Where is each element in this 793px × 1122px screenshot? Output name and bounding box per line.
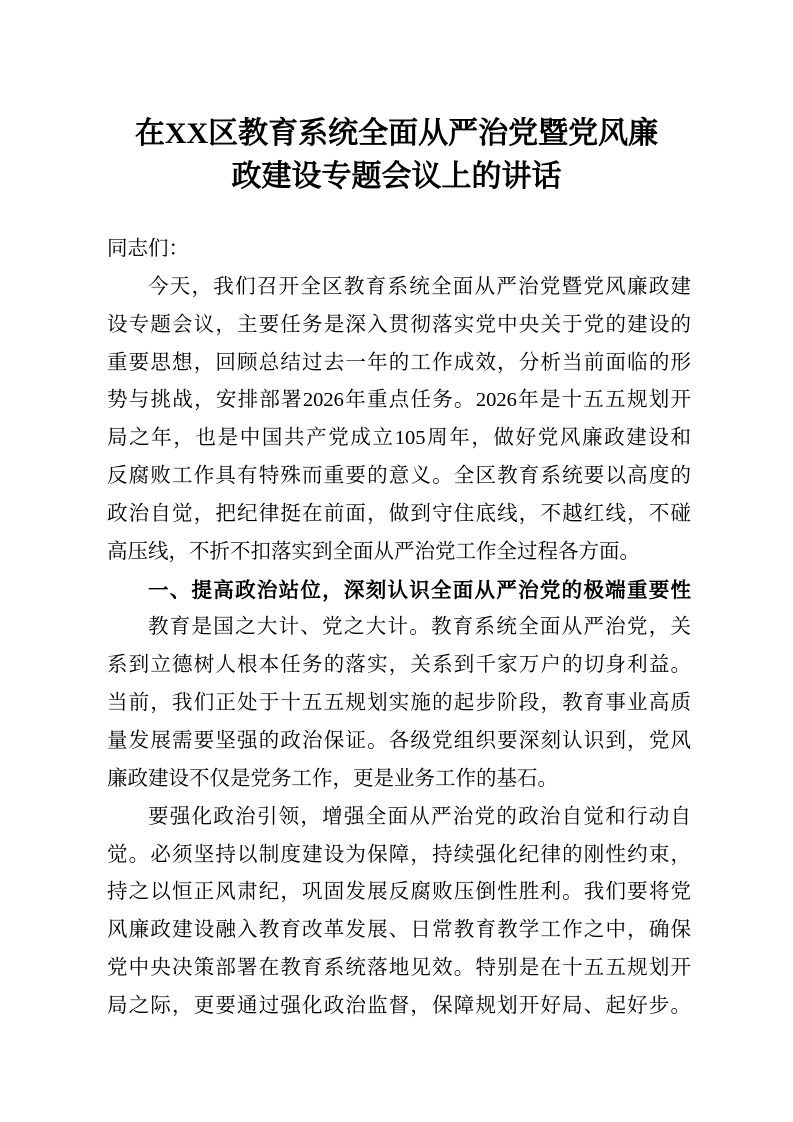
- title-line-2: 政建设专题会议上的讲话: [231, 160, 562, 193]
- paragraph-line: 风廉政建设融入教育改革发展、日常教育教学工作之中，确保: [107, 919, 691, 942]
- document-body: [107, 231, 691, 1026]
- paragraph-line: 今天，我们召开全区教育系统全面从严治党暨党风廉政建: [148, 275, 691, 298]
- paragraph-line: 教育是国之大计、党之大计。教育系统全面从严治党，关: [148, 616, 691, 639]
- paragraph-line: 系到立德树人根本任务的落实，关系到千家万户的切身利益。: [107, 654, 691, 677]
- paragraph-line: 局之际，更要通过强化政治监督，保障规划开好局、起好步。: [107, 994, 691, 1017]
- paragraph-line: 设专题会议，主要任务是深入贯彻落实党中央关于党的建设的: [107, 313, 691, 336]
- paragraph-line: 局之年，也是中国共产党成立105周年，做好党风廉政建设和: [107, 427, 691, 450]
- title-line-1: 在XX区教育系统全面从严治党暨党风廉: [134, 117, 659, 150]
- paragraph-line: 重要思想，回顾总结过去一年的工作成效，分析当前面临的形: [107, 351, 691, 374]
- paragraph-line: 廉政建设不仅是党务工作，更是业务工作的基石。: [107, 767, 558, 790]
- paragraph-line: 势与挑战，安排部署2026年重点任务。2026年是十五五规划开: [107, 389, 691, 412]
- paragraph-line: 持之以恒正风肃纪，巩固发展反腐败压倒性胜利。我们要将党: [107, 881, 691, 904]
- paragraph-line: 量发展需要坚强的政治保证。各级党组织要深刻认识到，党风: [107, 729, 691, 752]
- paragraph-line: 觉。必须坚持以制度建设为保障，持续强化纪律的刚性约束，: [107, 843, 691, 866]
- paragraph-2: [107, 609, 691, 798]
- paragraph-line: 政治自觉，把纪律挺在前面，做到守住底线，不越红线，不碰: [107, 502, 691, 525]
- paragraph-line: 反腐败工作具有特殊而重要的意义。全区教育系统要以高度的: [107, 465, 691, 488]
- paragraph-3: [107, 799, 691, 1026]
- paragraph-1: [107, 269, 691, 572]
- paragraph-line: 要强化政治引领，增强全面从严治党的政治自觉和行动自: [148, 805, 691, 828]
- paragraph-line: 党中央决策部署在教育系统落地见效。特别是在十五五规划开: [107, 957, 691, 980]
- section-heading-1: 一、提高政治站位，深刻认识全面从严治党的极端重要性: [148, 578, 691, 602]
- paragraph-line: 高压线，不折不扣落实到全面从严治党工作全过程各方面。: [107, 540, 640, 563]
- salutation: 同志们：: [107, 238, 189, 260]
- document-title: [100, 112, 693, 198]
- paragraph-line: 当前，我们正处于十五五规划实施的起步阶段，教育事业高质: [107, 692, 691, 715]
